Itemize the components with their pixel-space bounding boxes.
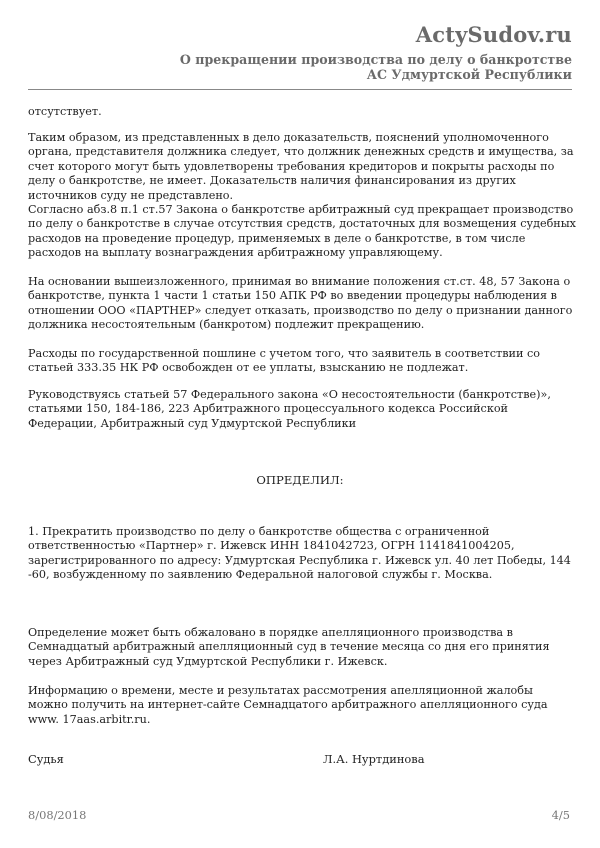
document-title-line-1: О прекращении производства по делу о банкротстве [179, 52, 572, 67]
header-divider [28, 89, 572, 90]
paragraph-1: отсутствует. [28, 105, 102, 118]
paragraph-2: Таким образом, из представленных в дело доказательств, пояснений уполномоченного органа, представителя должника следует, что должник денежных средств и имущества, за счет которого могут быть удовлетворены требования кредиторов и покрыты расходы по делу о банкротстве, не имеет. Доказательств наличия финансирования из других источников суду не представлено. [28, 131, 574, 202]
paragraph-3: Согласно абз.8 п.1 ст.57 Закона о банкротстве арбитражный суд прекращает производство по делу о банкротстве в случае отсутствия средств, достаточных для возмещения судебных расходов на проведение процедур, применяемых в деле о банкротстве, в том числе расходов на выплату вознаграждения арбитражному управляющему. [28, 203, 576, 260]
paragraph-6: Руководствуясь статьей 57 Федерального закона «О несостоятельности (банкротстве)», статьями 150, 184-186, 223 Арбитражного процессуального кодекса Российской Федерации, Арбитражный суд Удмуртской Республики [28, 388, 551, 430]
paragraph-4: На основании вышеизложенного, принимая во внимание положения ст.ст. 48, 57 Закона о банкротстве, пункта 1 части 1 статьи 150 АПК РФ во введении процедуры наблюдения в отношении ООО «ПАРТНЕР» следует отказать, производство по делу о признании данного должника несостоятельным (банкротом) подлежит прекращению. [28, 275, 573, 332]
paragraph-5: Расходы по государственной пошлине с учетом того, что заявитель в соответствии со статьей 333.35 НК РФ освобожден от ее уплаты, взысканию не подлежат. [28, 347, 540, 375]
judge-label: Судья [28, 752, 64, 766]
site-logo-text: ActySudov.ru [415, 22, 572, 47]
document-title-line-2: АС Удмуртской Республики [366, 67, 572, 82]
info-paragraph: Информацию о времени, месте и результатах рассмотрения апелляционной жалобы можно получить на интернет-сайте Семнадцатого арбитражного апелляционного суда www. 17aas.arbitr.ru. [28, 684, 548, 726]
ruling-item-1: 1. Прекратить производство по делу о банкротстве общества с ограниченной ответственностью «Партнер» г. Ижевск ИНН 1841042723, ОГРН 1141841004205, зарегистрированного по адресу: Удмуртская Республика г. Ижевск ул. 40 лет Победы, 144 -60, возбужденному по заявлению Федеральной налоговой службы г. Москва. [28, 525, 571, 582]
footer-date: 8/08/2018 [28, 808, 87, 822]
judge-name: Л.А. Нуртдинова [323, 752, 425, 766]
page-number: 4/5 [551, 808, 570, 822]
appeal-paragraph: Определение может быть обжаловано в порядке апелляционного производства в Семнадцатый арбитражный апелляционный суд в течение месяца со дня его принятия через Арбитражный суд Удмуртской Республики г. Ижевск. [28, 626, 550, 668]
resolved-heading: ОПРЕДЕЛИЛ: [256, 473, 344, 487]
